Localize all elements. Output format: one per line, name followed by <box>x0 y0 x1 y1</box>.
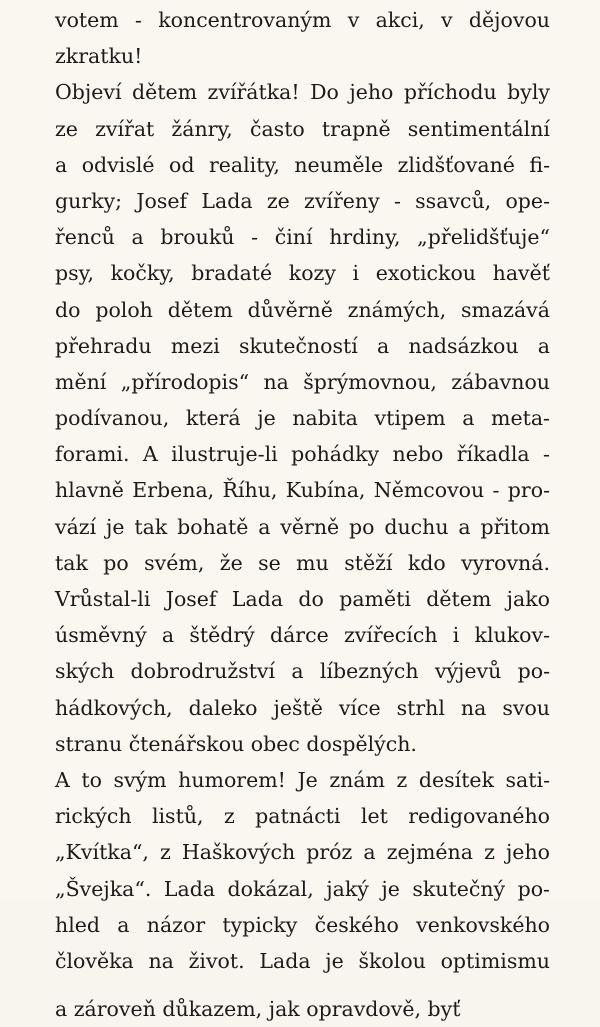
text-line-8: psy, kočky, bradaté kozy i exotickou havěť <box>55 261 550 286</box>
text-line-28 <box>55 979 550 1022</box>
text-line-22: A to svým humorem! Je znám z desítek sati- <box>55 767 550 792</box>
text-line-14: hlavně Erbena, Říhu, Kubína, Němcovou - pro- <box>55 478 550 503</box>
text-line-10: přehradu mezi skutečností a nadsázkou a <box>55 333 550 358</box>
text-line-24: „Kvítka“, z Haškových próz a zejména z jeho <box>55 840 550 865</box>
text-line-15: vází je tak bohatě a věrně po duchu a přitom <box>55 514 550 539</box>
text-line-5: a odvislé od reality, neuměle zlidšťované fi- <box>55 152 550 177</box>
body-text <box>55 2 550 1022</box>
text-line-23: rických listů, z patnácti let redigovaného <box>55 804 550 829</box>
text-line-21: stranu čtenářskou obec dospělých. <box>55 731 417 756</box>
text-line-2: zkratku! <box>55 44 143 69</box>
text-line-11: mění „přírodopis“ na šprýmovnou, zábavnou <box>55 369 550 394</box>
text-line-19: ských dobrodružství a líbezných výjevů po- <box>55 659 550 684</box>
text-line-1: votem - koncentrovaným v akci, v dějovou <box>55 8 550 32</box>
text-line-16: tak po svém, že se mu stěží kdo vyrovná. <box>55 550 550 575</box>
text-line-18: úsměvný a štědrý dárce zvířecích i klukov- <box>55 623 550 648</box>
text-line-25: „Švejka“. Lada dokázal, jaký je skutečný po- <box>55 876 550 901</box>
text-line-13: forami. A ilustruje-li pohádky nebo říkadla - <box>55 442 550 467</box>
text-line-26: hled a názor typicky českého venkovského <box>55 912 550 937</box>
text-line-4: ze zvířat žánry, často trapně sentimentální <box>55 116 550 141</box>
text-line-7: řenců a brouků - činí hrdiny, „přelidšťuje“ <box>55 225 550 250</box>
text-line-3: Objeví dětem zvířátka! Do jeho příchodu byly <box>55 80 550 105</box>
text-line-20: hádkových, daleko ještě více strhl na svou <box>55 695 550 720</box>
text-line-27: člověka na život. Lada je školou optimismu <box>55 948 550 973</box>
text-line-6: gurky; Josef Lada ze zvířeny - ssavců, ope- <box>55 188 550 213</box>
text-line-17: Vrůstal-li Josef Lada do paměti dětem jako <box>55 587 550 611</box>
text-line-12: podívanou, která je nabita vtipem a meta- <box>55 406 550 431</box>
text-line-9: do poloh dětem důvěrně známých, smazává <box>55 297 550 322</box>
text-line-28-content: a zároveň důkazem, jak opravdově, byť <box>55 997 461 1022</box>
